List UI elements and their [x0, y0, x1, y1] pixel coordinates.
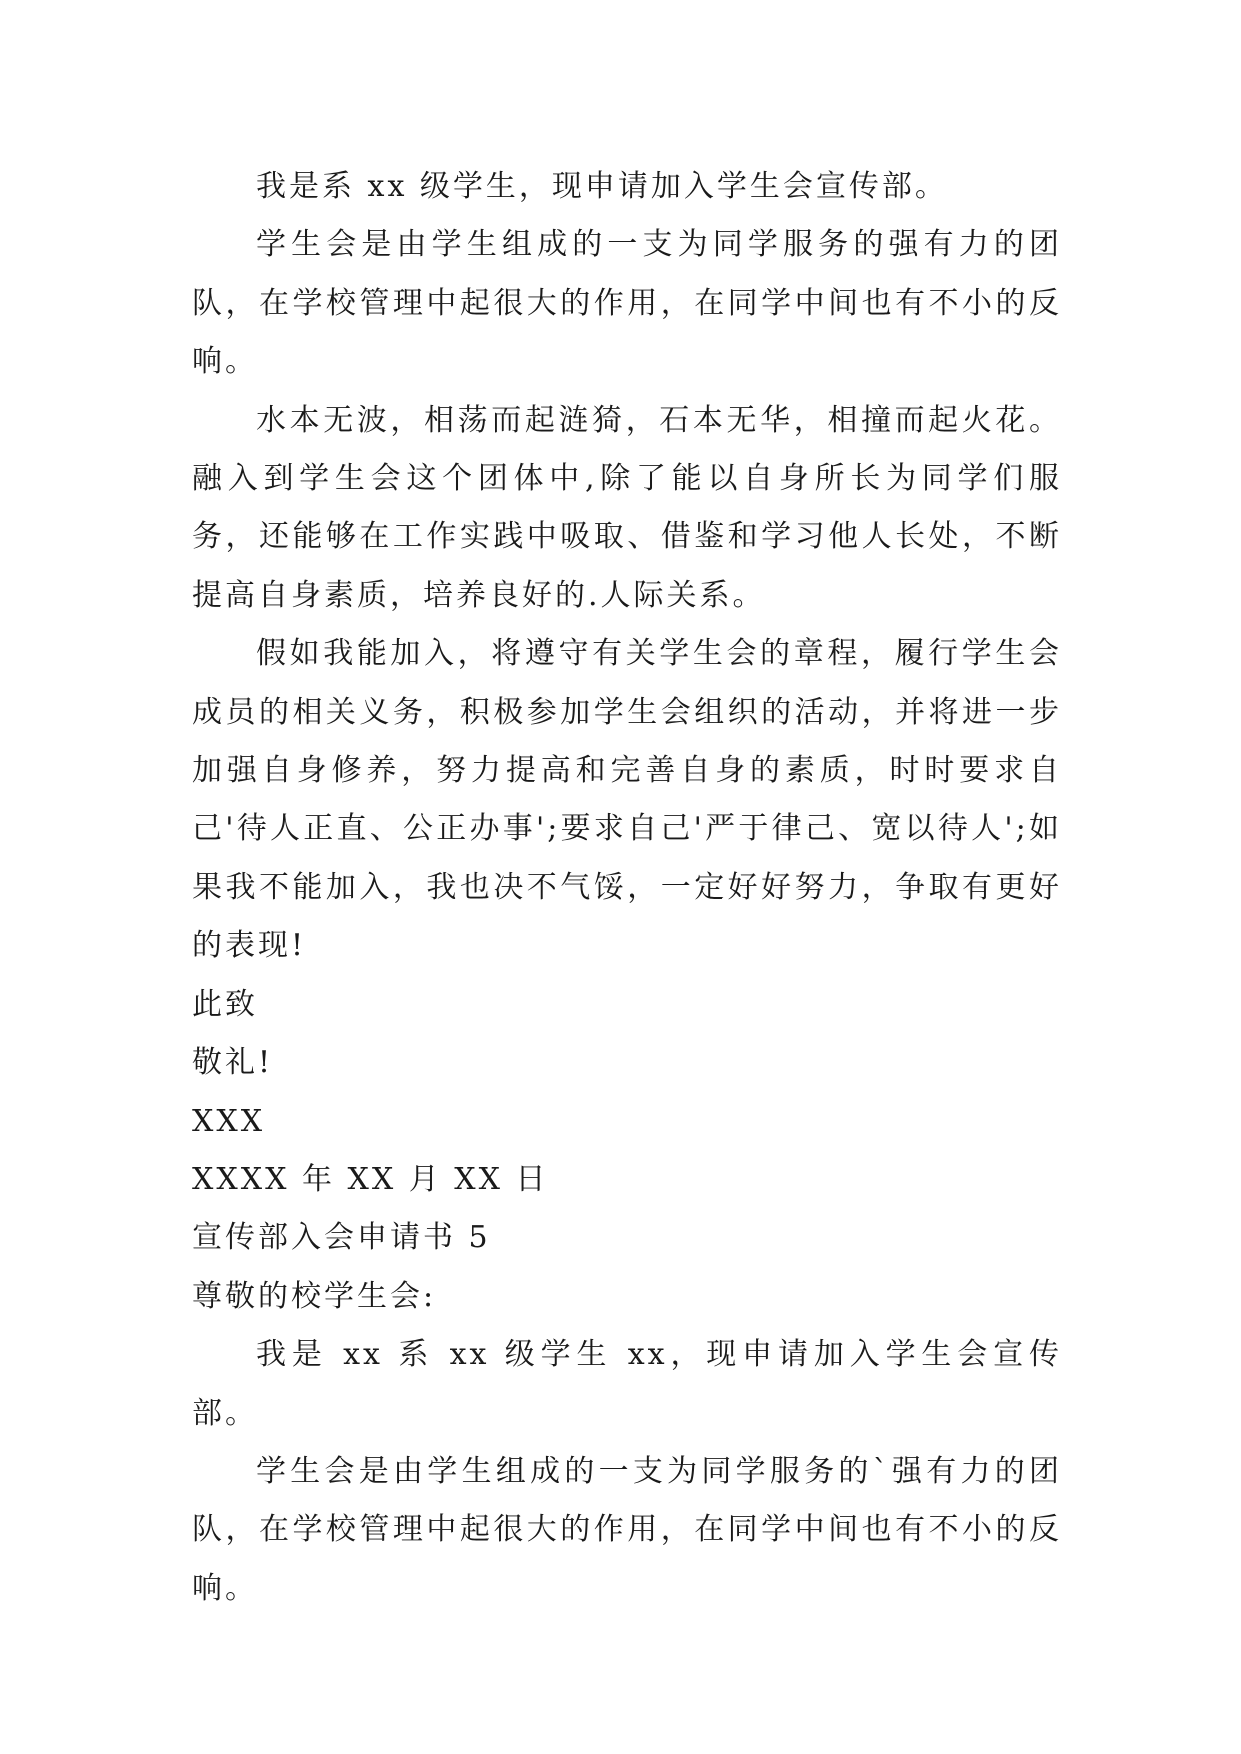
- greeting-line: 尊敬的校学生会:: [192, 1278, 437, 1314]
- document-body: [192, 158, 1062, 1618]
- salute-line: 敬礼!: [192, 1045, 274, 1081]
- paragraph-student-union-2: 学生会是由学生组成的一支为同学服务的`强有力的团队，在学校管理中起很大的作用，在同学中间也有不小的反响。: [192, 1453, 1062, 1606]
- section-title: 宣传部入会申请书 5: [192, 1220, 491, 1256]
- paragraph-intro-2: 我是 xx 系 xx 级学生 xx，现申请加入学生会宣传部。: [192, 1337, 1062, 1431]
- paragraph-motivation: 水本无波，相荡而起涟猗，石本无华，相撞而起火花。融入到学生会这个团体中,除了能以自身所长为同学们服务，还能够在工作实践中吸取、借鉴和学习他人长处，不断提高自身素质，培养良好的.人际关系。: [192, 402, 1062, 613]
- paragraph-commitment: 假如我能加入，将遵守有关学生会的章程，履行学生会成员的相关义务，积极参加学生会组织的活动，并将进一步加强自身修养，努力提高和完善自身的素质，时时要求自己'待人正直、公正办事';要求自己'严于律己、宽以待人';如果我不能加入，我也决不气馁，一定好好努力，争取有更好的表现!: [192, 636, 1062, 964]
- closing-line: 此致: [192, 986, 258, 1022]
- paragraph-intro: 我是系 xx 级学生，现申请加入学生会宣传部。: [256, 169, 948, 204]
- paragraph-student-union: 学生会是由学生组成的一支为同学服务的强有力的团队，在学校管理中起很大的作用，在同学中间也有不小的反响。: [192, 227, 1062, 380]
- signature-line: XXX: [192, 1103, 266, 1139]
- date-line: XXXX 年 XX 月 XX 日: [192, 1161, 549, 1197]
